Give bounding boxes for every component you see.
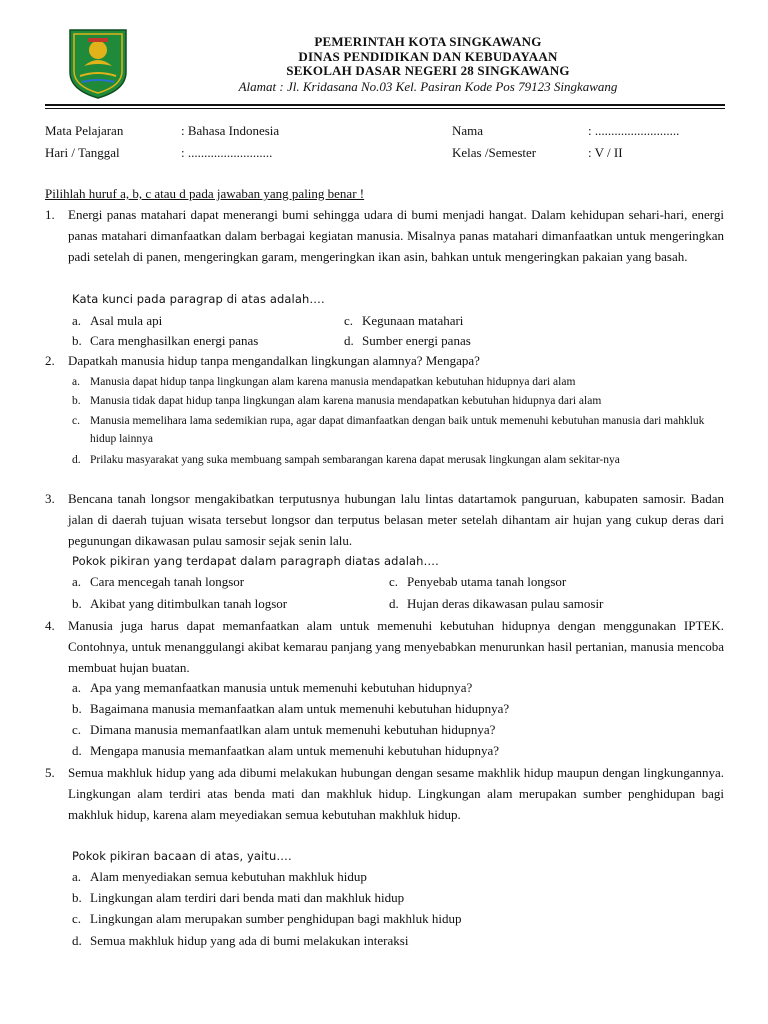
question-2-option-b[interactable]	[72, 392, 601, 410]
question-5-option-a[interactable]	[72, 869, 367, 885]
question-3-text: Bencana tanah longsor mengakibatkan terputusnya hubungan lalu lintas datartamok panguruan, kabupaten samosir. Badan jalan di daerah tujuan wisata tersebut longsor dan terputus belasan meter setelah dihantam air hujan yang cukup deras dari pegunungan dikawasan pulau samosir sejak senin lalu.	[68, 491, 724, 548]
option-letter: a.	[72, 313, 82, 328]
date-value: : ..........................	[181, 145, 273, 160]
option-letter: d.	[389, 596, 399, 611]
option-text: Manusia dapat hidup tanpa lingkungan alam karena manusia mendapatkan kebutuhan hidupnya dari alam	[90, 376, 576, 388]
option-text: Lingkungan alam terdiri dari benda mati dan makhluk hidup	[90, 890, 405, 905]
name-value: : ..........................	[588, 123, 680, 138]
class-label: Kelas /Semester	[452, 145, 537, 160]
question-3-option-a[interactable]	[72, 574, 244, 590]
option-text: Kegunaan matahari	[362, 313, 464, 328]
option-text: Manusia memelihara lama sedemikian rupa, agar dapat dimanfaatkan dengan baik untuk memenuhi kebutuhan manusia dari mahkluk hidup lainnya	[90, 415, 705, 445]
question-3-number: 3.	[45, 491, 55, 506]
option-text: Dimana manusia memanfaatlkan alam untuk memenuhi kebutuhan hidupnya?	[90, 722, 496, 737]
subject-label: Mata Pelajaran	[45, 123, 124, 138]
header-divider-thick	[45, 104, 725, 106]
option-letter: a.	[72, 869, 82, 884]
question-4-option-d[interactable]	[72, 743, 499, 759]
subject-value: : Bahasa Indonesia	[181, 123, 280, 138]
option-letter: c.	[72, 722, 82, 737]
option-text: Alam menyediakan semua kebutuhan makhluk hidup	[90, 869, 367, 884]
question-4-option-b[interactable]	[72, 701, 509, 717]
option-letter: b.	[72, 395, 81, 407]
header-divider-thin	[45, 108, 725, 109]
option-letter: d.	[72, 454, 81, 466]
option-letter: a.	[72, 680, 82, 695]
option-letter: a.	[72, 574, 82, 589]
letterhead-line-school: SEKOLAH DASAR NEGERI 28 SINGKAWANG	[286, 63, 570, 78]
question-1-option-a[interactable]	[72, 313, 162, 329]
question-5-option-d[interactable]	[72, 933, 408, 949]
question-5-option-b[interactable]	[72, 890, 404, 906]
question-4-number: 4.	[45, 618, 55, 633]
option-letter: b.	[72, 333, 82, 348]
option-text: Apa yang memanfaatkan manusia untuk memenuhi kebutuhan hidupnya?	[90, 680, 473, 695]
option-text: Mengapa manusia memanfaatkan alam untuk memenuhi kebutuhan hidupnya?	[90, 743, 500, 758]
option-letter: c.	[389, 574, 399, 589]
question-1-option-d[interactable]	[344, 333, 471, 349]
option-letter: c.	[72, 911, 82, 926]
option-letter: b.	[72, 701, 82, 716]
question-4-option-a[interactable]	[72, 680, 472, 696]
class-value: : V / II	[588, 145, 623, 160]
question-2-option-d[interactable]	[72, 451, 690, 469]
date-label: Hari / Tanggal	[45, 145, 120, 160]
question-5-option-c[interactable]	[72, 911, 462, 927]
option-text: Cara menghasilkan energi panas	[90, 333, 259, 348]
question-3-prompt: Pokok pikiran yang terdapat dalam paragraph diatas adalah….	[72, 554, 439, 568]
question-2-option-c[interactable]	[72, 412, 722, 448]
school-letterhead	[150, 35, 706, 94]
option-text: Sumber energi panas	[362, 333, 471, 348]
option-letter: d.	[72, 743, 82, 758]
option-letter: c.	[344, 313, 354, 328]
option-text: Asal mula api	[90, 313, 163, 328]
question-1-number: 1.	[45, 207, 55, 222]
question-2-number: 2.	[45, 353, 55, 368]
option-letter: c.	[72, 415, 80, 427]
question-3-option-b[interactable]	[72, 596, 287, 612]
question-3-option-c[interactable]	[389, 574, 566, 590]
question-4-text: Manusia juga harus dapat memanfaatkan alam untuk memenuhi kebutuhan hidupnya dengan menggunakan IPTEK. Contohnya, untuk menanggulangi akibat kemarau panjang yang menyebabkan menurunkan hasil pertanian, manusia mencoba membuat hujan buatan.	[68, 618, 724, 675]
instruction: Pilihlah huruf a, b, c atau d pada jawaban yang paling benar !	[45, 186, 365, 201]
letterhead-line-department: DINAS PENDIDIKAN DAN KEBUDAYAAN	[298, 48, 558, 64]
letterhead-line-government: PEMERINTAH KOTA SINGKAWANG	[314, 34, 542, 49]
option-letter: a.	[72, 376, 80, 388]
question-2-text: Dapatkah manusia hidup tanpa mengandalkan lingkungan alamnya? Mengapa?	[68, 353, 480, 368]
option-letter: d.	[344, 333, 354, 348]
option-letter: b.	[72, 596, 82, 611]
option-text: Manusia tidak dapat hidup tanpa lingkungan alam karena manusia mendapatkan kebutuhan hidupnya dari alam	[90, 395, 602, 407]
option-text: Bagaimana manusia memanfaatkan alam untuk memenuhi kebutuhan hidupnya?	[90, 701, 510, 716]
city-emblem-logo	[66, 26, 130, 100]
question-1-option-c[interactable]	[344, 313, 463, 329]
question-1-prompt: Kata kunci pada paragrap di atas adalah….	[72, 292, 325, 306]
question-4-option-c[interactable]	[72, 722, 495, 738]
option-text: Cara mencegah tanah longsor	[90, 574, 245, 589]
question-2-option-a[interactable]	[72, 373, 575, 391]
option-letter: d.	[72, 933, 82, 948]
option-text: Semua makhluk hidup yang ada di bumi melakukan interaksi	[90, 933, 409, 948]
option-letter: b.	[72, 890, 82, 905]
option-text: Penyebab utama tanah longsor	[407, 574, 567, 589]
letterhead-address: Alamat : Jl. Kridasana No.03 Kel. Pasiran Kode Pos 79123 Singkawang	[238, 78, 618, 94]
question-1-text: Energi panas matahari dapat menerangi bumi sehingga udara di bumi menjadi hangat. Dalam kehidupan sehari-hari, energi panas matahari dimanfaatkan dalam berbagai kegiatan manusia. Misalnya panas matahari dimanfaatkan untuk mengeringkan padi setelah di panen, mengeringkan garam, mengeringkan ikan asin, bahkan untuk mengeringkan pakaian yang basah.	[68, 207, 724, 264]
question-5-prompt: Pokok pikiran bacaan di atas, yaitu….	[72, 849, 292, 863]
name-label: Nama	[452, 123, 484, 138]
question-5-text: Semua makhluk hidup yang ada dibumi melakukan hubungan dengan sesame makhlik hidup maupun dengan lingkungannya. Lingkungan alam terdiri atas benda mati dan makhluk hidup. Lingkungan alam merupakan sumber penghidupan bagi makhluk hidup, karena alam meyediakan semua kebutuhan makhluk hidup.	[68, 765, 724, 822]
option-text: Hujan deras dikawasan pulau samosir	[407, 596, 604, 611]
question-5-number: 5.	[45, 765, 55, 780]
option-text: Prilaku masyarakat yang suka membuang sampah sembarangan karena dapat merusak lingkungan alam sekitar-nya	[90, 454, 620, 466]
question-1-option-b[interactable]	[72, 333, 258, 349]
option-text: Akibat yang ditimbulkan tanah logsor	[90, 596, 288, 611]
question-3-option-d[interactable]	[389, 596, 603, 612]
option-text: Lingkungan alam merupakan sumber penghidupan bagi makhluk hidup	[90, 911, 462, 926]
